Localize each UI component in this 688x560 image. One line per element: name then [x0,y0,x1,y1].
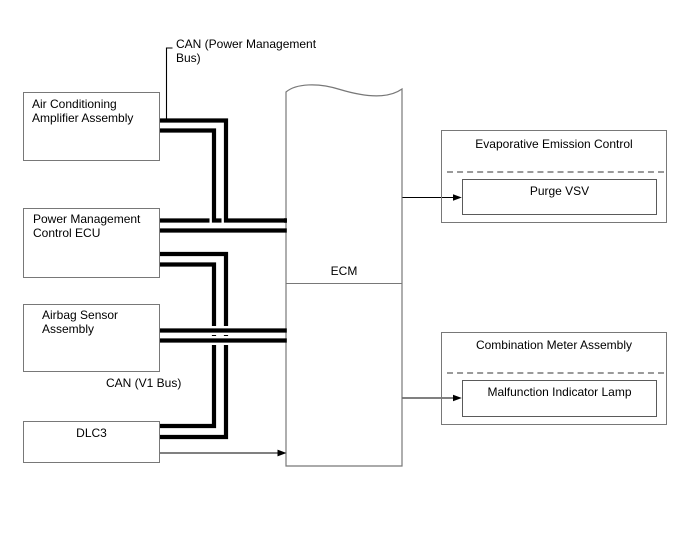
dashed-separator [447,171,664,173]
node-air-conditioning-amplifier [23,92,160,161]
node-label: DLC3 [76,426,107,440]
node-label: Air Conditioning Amplifier Assembly [32,97,134,125]
bus-casing [162,121,285,221]
bus-casing [162,265,215,427]
node-label: Power Management Control ECU [33,212,141,240]
component-label: Malfunction Indicator Lamp [487,385,632,399]
component-malfunction-indicator-lamp [462,380,657,417]
component-purge-vsv [462,179,657,215]
component-label: Purge VSV [529,184,590,198]
can-v1-bus-label: CAN (V1 Bus) [106,376,182,390]
bus-segment-v1-inner [159,265,214,427]
group-title: Evaporative Emission Control [475,137,633,151]
arrow-dlc3-to-ecm [160,450,287,457]
dashed-separator [447,372,664,374]
node-label: Airbag Sensor Assembly [42,308,119,336]
arrowhead-icon [278,450,287,457]
node-evaporative-emission-control [441,130,667,223]
ecm-label: ECM [330,264,358,278]
can-power-bus-label: CAN (Power Management Bus) [176,37,317,65]
node-dlc3 [23,421,160,463]
node-combination-meter-assembly [441,332,667,425]
can-power-label-leader-line [167,48,173,119]
node-airbag-sensor [23,304,160,372]
group-title: Combination Meter Assembly [475,338,633,352]
node-power-management-ecu [23,208,160,278]
